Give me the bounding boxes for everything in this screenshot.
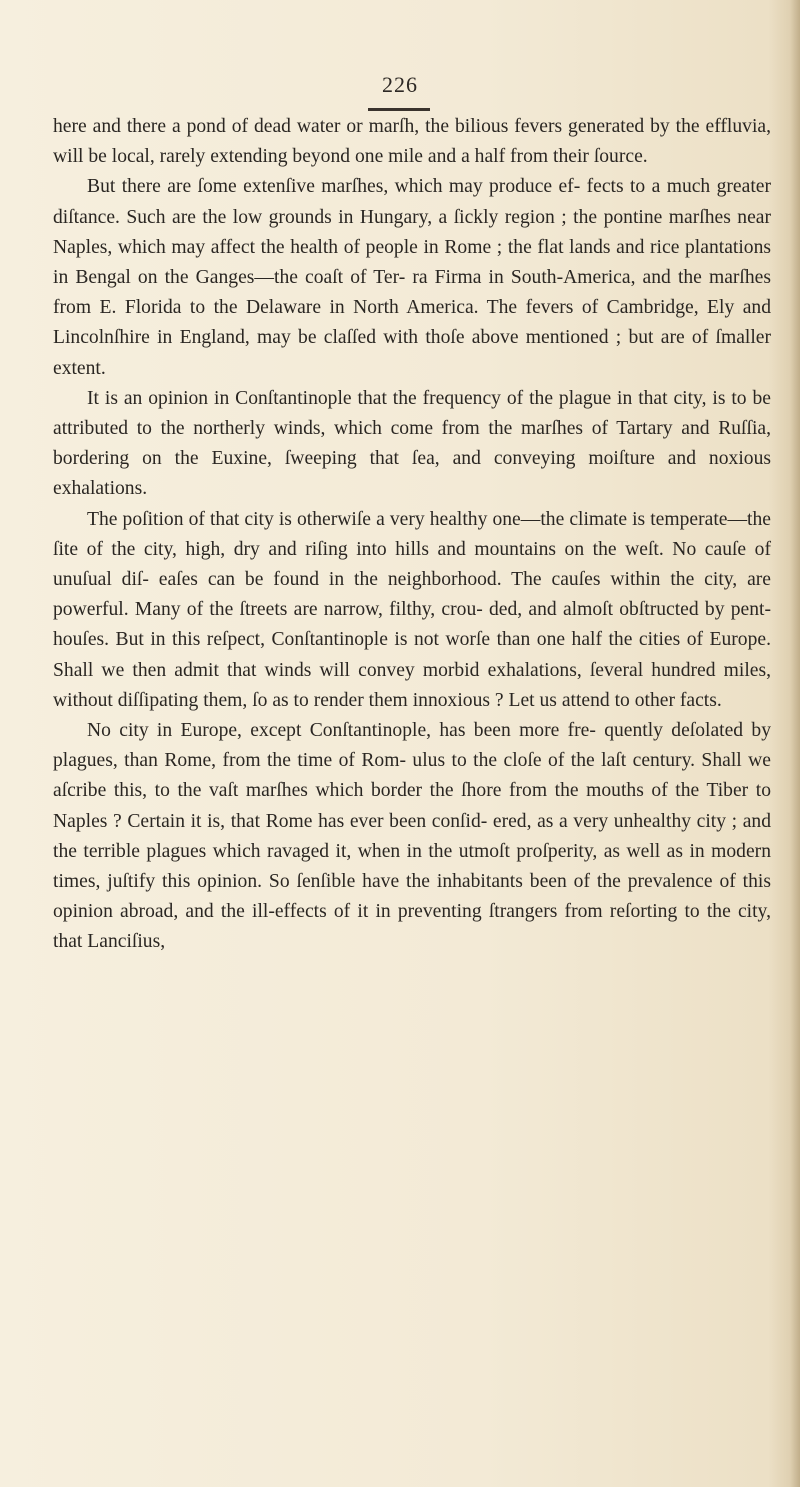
paragraph-5: No city in Europe, except Conſtantinople, has been more fre- quently deſolated by plagues, than Rome, from the time of Rom- ulus to the cloſe of the laſt century. Shall we aſcribe this, to the vaſt marſhes which border the ſhore from the mouths of the Tiber to Naples ? Certain it is, that Rome has ever been conſid- ered, as a very unhealthy city ; and the terrible plagues which ravaged it, when in the utmoſt proſperity, as well as in modern times, juſtify this opinion. So ſenſible have the inhabitants been of the prevalence of this opinion abroad, and the ill-effects of it in preventing ſtrangers from reſorting to the city, that Lanciſius, <box>53 720 771 953</box>
page-edge-shadow <box>790 0 800 1487</box>
paragraph-4: The poſition of that city is otherwiſe a very healthy one—the climate is temperate—the ſite of the city, high, dry and riſing into hills and mountains on the weſt. No cauſe of unuſual diſ- eaſes can be found in the neighborhood. The cauſes within the city, are powerful. Many of the ſtreets are narrow, filthy, crou- ded, and almoſt obſtructed by pent-houſes. But in this reſpect, Conſtantinople is not worſe than one half the cities of Europe. Shall we then admit that winds will convey morbid exhalations, ſeveral hundred miles, without diſſipating them, ſo as to render them innoxious ? Let us attend to other facts. <box>53 508 771 711</box>
page-number: 226 <box>382 72 418 97</box>
header-rule <box>368 108 430 111</box>
paragraph-3: It is an opinion in Conſtantinople that the frequency of the plague in that city, is to be attributed to the northerly winds, which come from the marſhes of Tartary and Ruſſia, bordering on the Euxine, ſweeping that ſea, and conveying moiſture and noxious exhalations. <box>53 387 771 500</box>
paragraph-1: here and there a pond of dead water or marſh, the bilious fevers generated by the effluvia, will be local, rarely extending beyond one mile and a half from their ſource. <box>53 116 771 168</box>
paragraph-2: But there are ſome extenſive marſhes, which may produce ef- fects to a much greater diſtance. Such are the low grounds in Hungary, a ſickly region ; the pontine marſhes near Naples, which may affect the health of people in Rome ; the flat lands and rice plantations in Bengal on the Ganges—the coaſt of Ter- ra Firma in South-America, and the marſhes from E. Florida to the Delaware in North America. The fevers of Cambridge, Ely and Lincolnſhire in England, may be claſſed with thoſe above mentioned ; but are of ſmaller extent. <box>53 176 771 379</box>
body-text <box>53 112 771 958</box>
